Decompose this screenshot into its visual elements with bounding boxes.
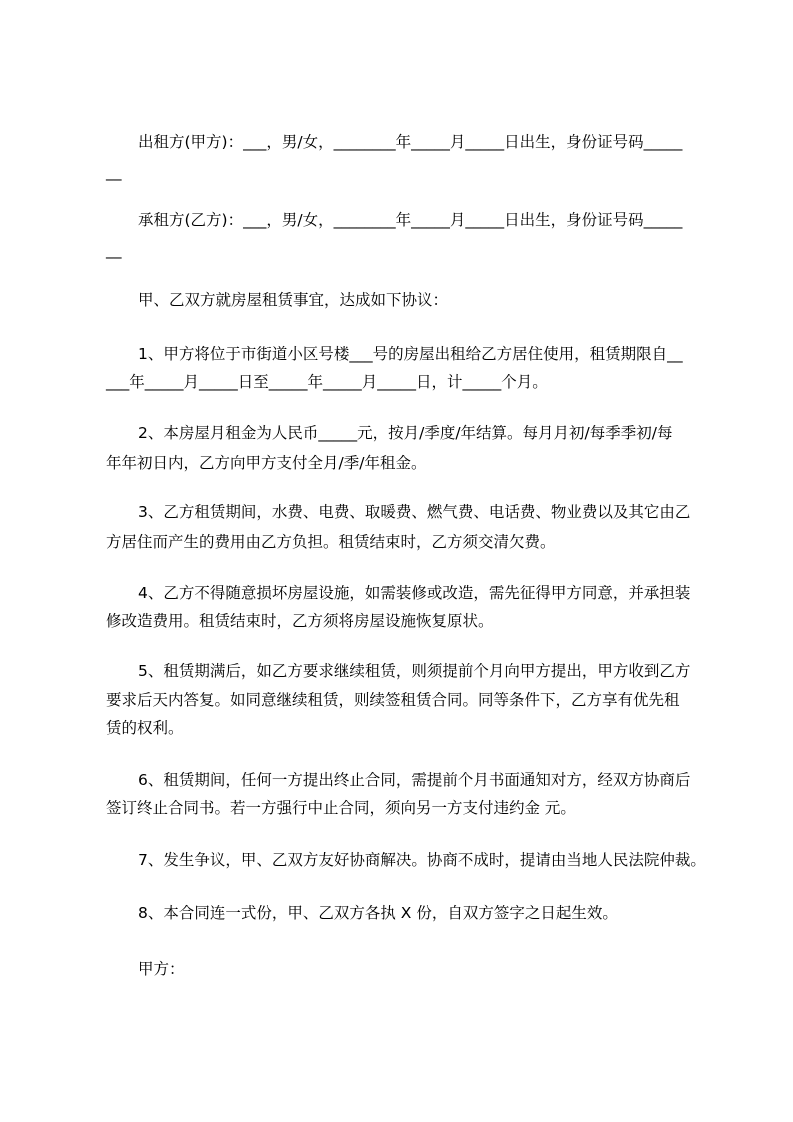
clause-text: 7、发生争议，甲、乙双方友好协商解决。协商不成时，提请由当地人民法院仲裁。 bbox=[138, 851, 706, 869]
signature-line bbox=[0, 954, 793, 984]
lessor-text-continued: __ bbox=[106, 163, 122, 181]
clause-4-line-2 bbox=[0, 606, 793, 636]
clause-8-line-1 bbox=[0, 898, 793, 928]
clause-text: 5、租赁期满后，如乙方要求继续租赁，则须提前个月向甲方提出，甲方收到乙方 bbox=[138, 662, 691, 680]
clause-2-line-2 bbox=[0, 448, 793, 478]
clause-text: 年年初日内，乙方向甲方支付全月/季/年租金。 bbox=[106, 454, 427, 472]
lessor-text: 出租方(甲方)：___，男/女，________年_____月_____日出生，身份证号码_____ bbox=[138, 133, 683, 151]
clause-1-line-2 bbox=[0, 367, 793, 397]
clause-6-line-2 bbox=[0, 793, 793, 823]
clause-text: 4、乙方不得随意损坏房屋设施，如需装修或改造，需先征得甲方同意，并承担装 bbox=[138, 584, 691, 602]
lessee-line-continued bbox=[0, 235, 793, 265]
lessee-line bbox=[0, 205, 793, 235]
clause-6-line-1 bbox=[0, 765, 793, 795]
intro-line bbox=[0, 285, 793, 315]
clause-2-line-1 bbox=[0, 418, 793, 448]
clause-text: 1、甲方将位于市街道小区号楼___号的房屋出租给乙方居住使用，租赁期限自__ bbox=[138, 345, 683, 363]
clause-5-line-1 bbox=[0, 656, 793, 686]
lessee-text: 承租方(乙方)：___，男/女，________年_____月_____日出生，身份证号码_____ bbox=[138, 211, 683, 229]
clause-3-line-1 bbox=[0, 497, 793, 527]
clause-text: ___年_____月_____日至_____年_____月_____日，计_____个月。 bbox=[106, 373, 548, 391]
clause-text: 2、本房屋月租金为人民币_____元，按月/季度/年结算。每月月初/每季季初/每 bbox=[138, 424, 673, 442]
clause-text: 方居住而产生的费用由乙方负担。租赁结束时，乙方须交清欠费。 bbox=[106, 533, 556, 551]
clause-1-line-1 bbox=[0, 339, 793, 369]
party-a-signature-label: 甲方： bbox=[138, 960, 185, 978]
intro-text: 甲、乙双方就房屋租赁事宜，达成如下协议： bbox=[138, 291, 449, 309]
clause-text: 赁的权利。 bbox=[106, 719, 184, 737]
lessor-line-continued bbox=[0, 157, 793, 187]
clause-text: 要求后天内答复。如同意继续租赁，则续签租赁合同。同等条件下，乙方享有优先租 bbox=[106, 691, 680, 709]
clause-text: 签订终止合同书。若一方强行中止合同，须向另一方支付违约金 元。 bbox=[106, 799, 576, 817]
clause-text: 修改造费用。租赁结束时，乙方须将房屋设施恢复原状。 bbox=[106, 612, 494, 630]
clause-3-line-2 bbox=[0, 527, 793, 557]
lessor-line bbox=[0, 127, 793, 157]
clause-4-line-1 bbox=[0, 578, 793, 608]
clause-text: 8、本合同连一式份，甲、乙双方各执 X 份，自双方签字之日起生效。 bbox=[138, 904, 618, 922]
clause-5-line-3 bbox=[0, 713, 793, 743]
clause-text: 6、租赁期间，任何一方提出终止合同，需提前个月书面通知对方，经双方协商后 bbox=[138, 771, 691, 789]
lessee-text-continued: __ bbox=[106, 241, 122, 259]
clause-text: 3、乙方租赁期间，水费、电费、取暖费、燃气费、电话费、物业费以及其它由乙 bbox=[138, 503, 691, 521]
clause-5-line-2 bbox=[0, 685, 793, 715]
clause-7-line-1 bbox=[0, 845, 793, 875]
